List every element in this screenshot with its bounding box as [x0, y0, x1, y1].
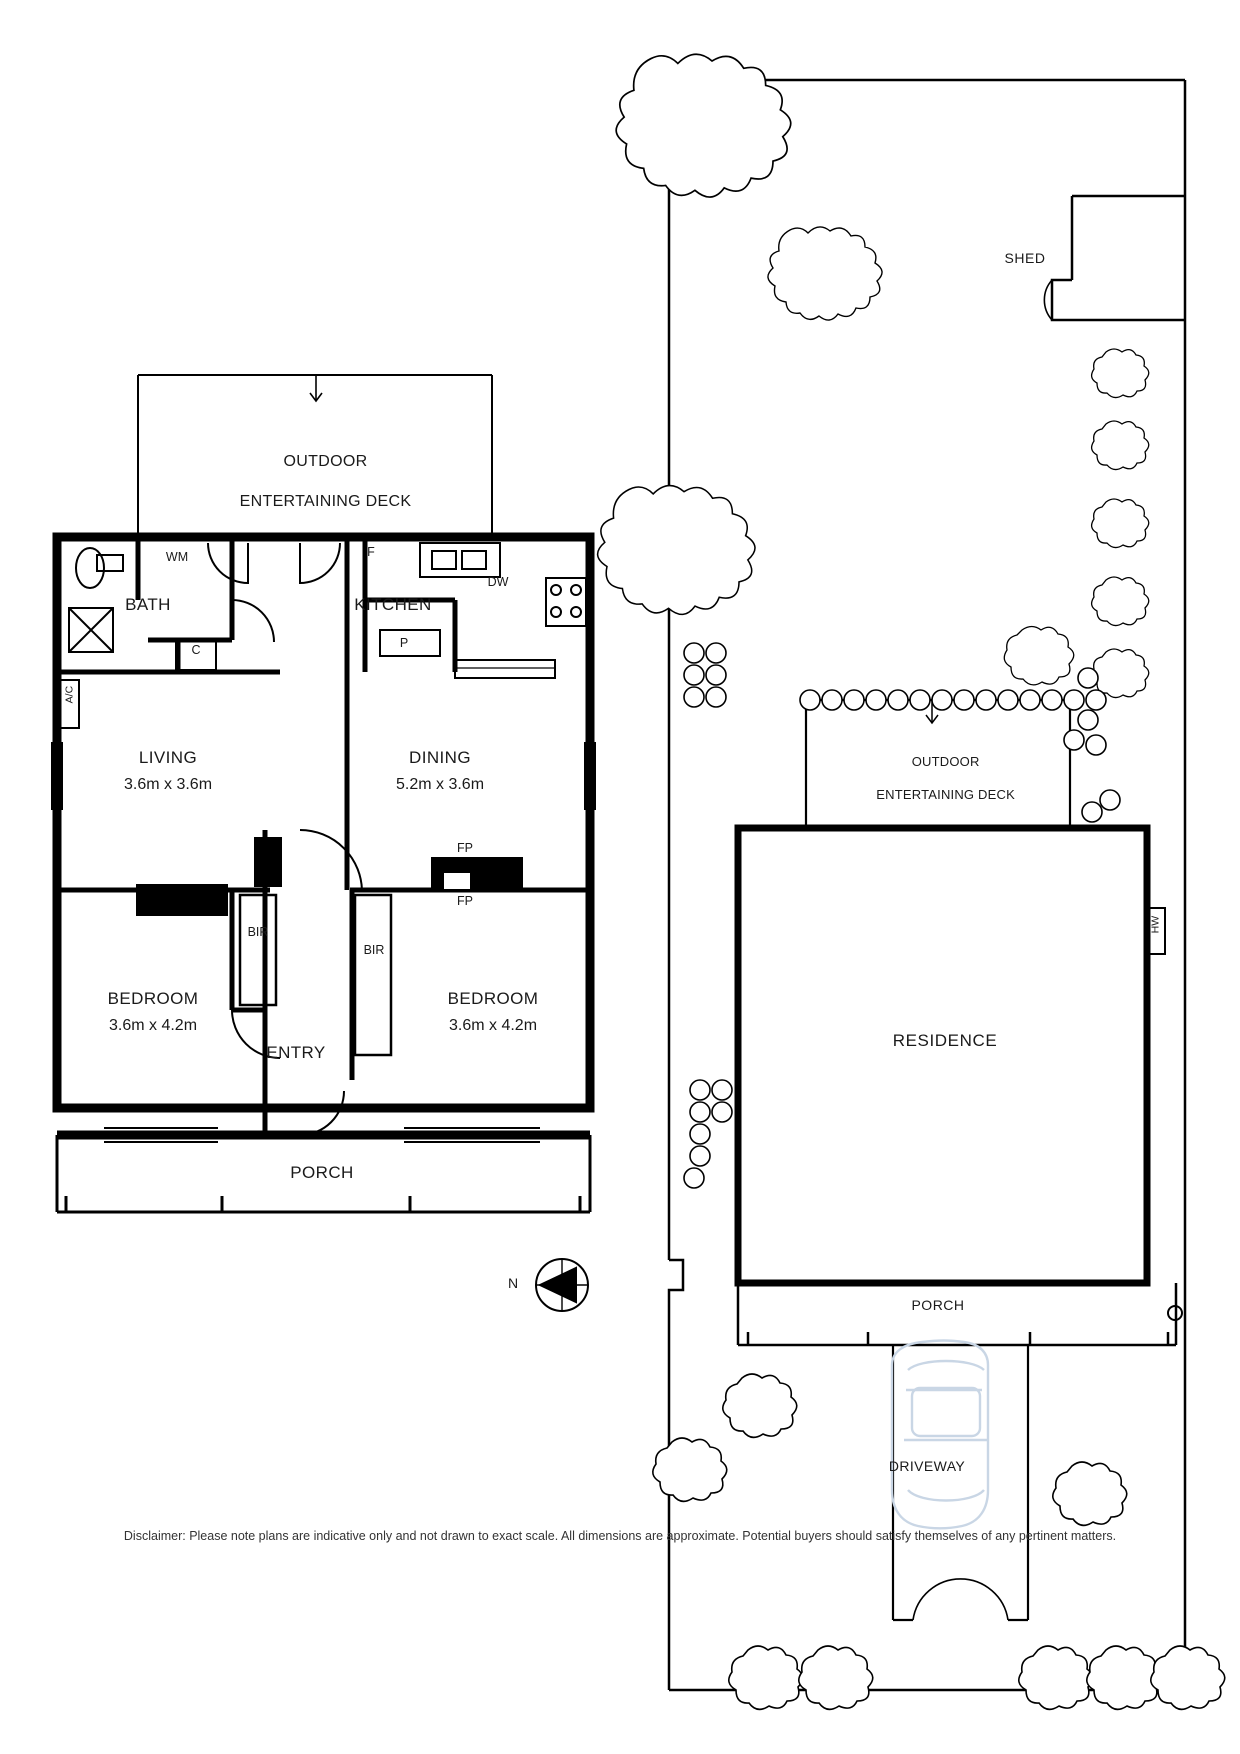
floorplan-deck-line2: ENTERTAINING DECK: [239, 493, 412, 510]
annotation-p: P: [399, 636, 409, 650]
room-dim-bedroom-2: 3.6m x 4.2m: [448, 1017, 538, 1034]
windows: [52, 742, 595, 1142]
floorplan-deck-label: [178, 432, 454, 532]
site-deck-line1: OUTDOOR: [911, 754, 980, 770]
site-deck-label: [808, 738, 1068, 819]
annotation-bir-1: BIR: [247, 925, 269, 939]
site-label-shed: SHED: [1004, 250, 1046, 266]
room-label-dining: DINING: [409, 748, 471, 767]
residence-outline: [738, 828, 1147, 1283]
room-label-living: LIVING: [138, 748, 198, 767]
floorplan-deck-line1: OUTDOOR: [283, 453, 368, 470]
site-deck-line2: ENTERTAINING DECK: [876, 786, 1015, 802]
annotation-dw: DW: [487, 575, 509, 589]
disclaimer-text: Disclaimer: Please note plans are indicative only and not drawn to exact scale. All dimensions are approximate. Potential buyers should satisfy themselves of any pertinent matters.: [123, 1529, 1117, 1543]
room-label-kitchen: KITCHEN: [354, 595, 432, 614]
site-label-driveway: DRIVEWAY: [888, 1458, 966, 1474]
annotation-bir-2: BIR: [363, 943, 385, 957]
room-label-entry: ENTRY: [266, 1043, 326, 1062]
annotation-fp-top: FP: [457, 841, 473, 855]
site-label-porch: PORCH: [911, 1297, 965, 1313]
room-dim-living: 3.6m x 3.6m: [123, 776, 213, 793]
room-dim-dining: 5.2m x 3.6m: [395, 776, 485, 793]
annotation-ac: A/C: [63, 685, 76, 704]
annotation-c: C: [191, 643, 201, 657]
annotation-f: F: [367, 545, 375, 559]
annotation-fp-bottom: FP: [457, 894, 473, 908]
driveway-outline: [893, 1345, 1028, 1620]
hedge-shrubs: [1004, 349, 1148, 698]
compass-rose: [536, 1259, 588, 1311]
shrub-circles: [684, 643, 1120, 1188]
room-label-bedroom-1: BEDROOM: [107, 989, 199, 1008]
site-label-residence: RESIDENCE: [892, 1031, 998, 1050]
site-label-hot-water: HW: [1149, 915, 1162, 934]
compass-north-label: N: [507, 1275, 519, 1291]
room-label-bedroom-2: BEDROOM: [447, 989, 539, 1008]
site-boundary: [669, 80, 1185, 1690]
tree-canopies: [598, 54, 882, 614]
annotation-wm: WM: [165, 550, 189, 564]
room-label-porch: PORCH: [290, 1163, 354, 1182]
room-dim-bedroom-1: 3.6m x 4.2m: [108, 1017, 198, 1034]
car-shape: [892, 1341, 988, 1529]
room-label-bath: BATH: [125, 595, 171, 614]
